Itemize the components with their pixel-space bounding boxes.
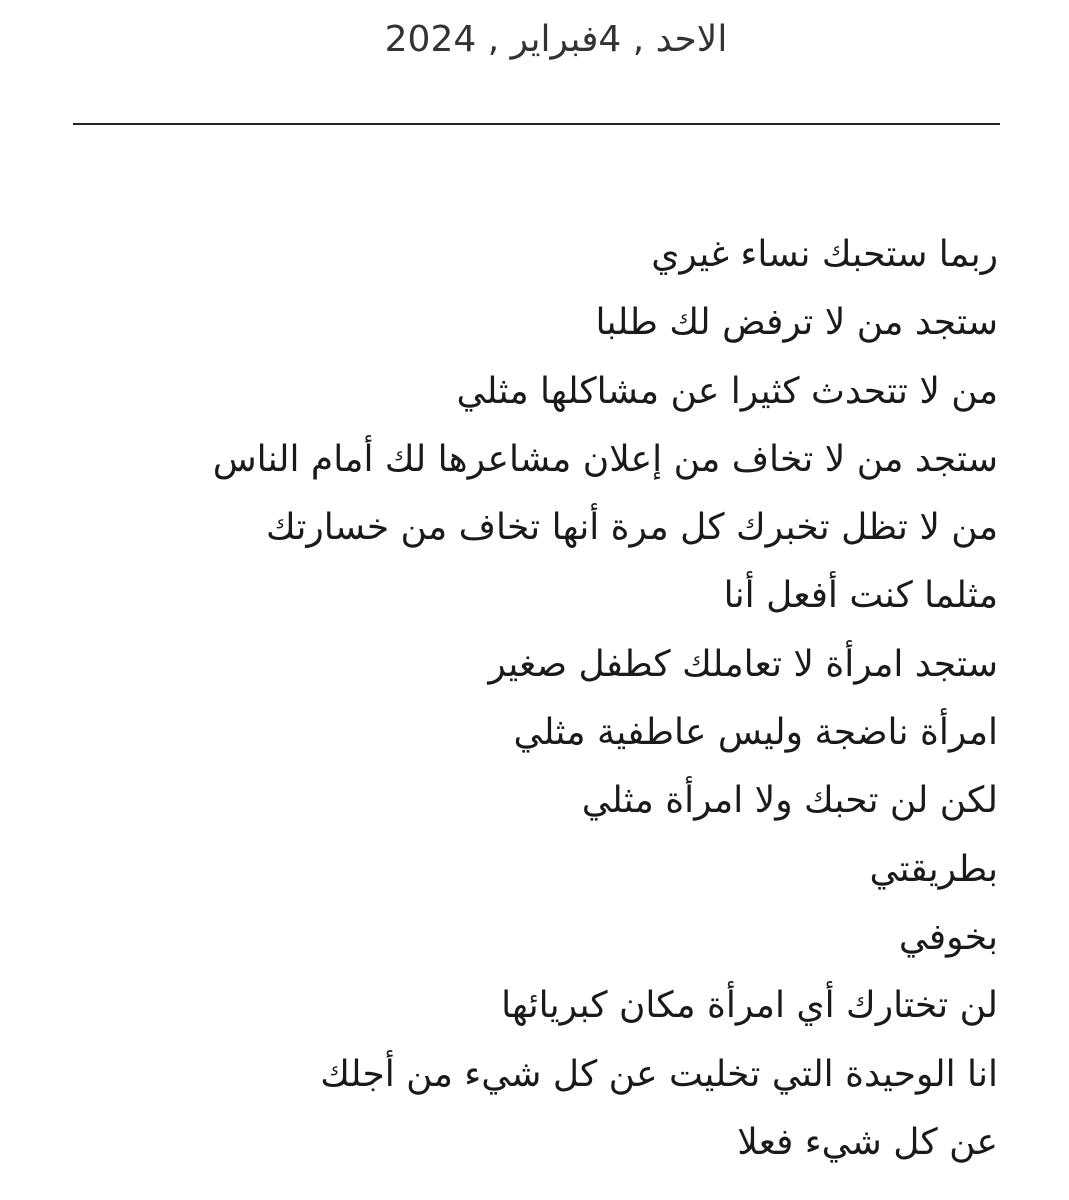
poem-line: لن تختارك أي امرأة مكان كبريائها <box>501 985 998 1027</box>
poem-line: بخوفي <box>898 916 998 958</box>
poem-line: انا الوحيدة التي تخليت عن كل شيء من أجلك <box>320 1053 998 1095</box>
poem-text <box>68 221 998 1177</box>
poem-line: ستجد امرأة لا تعاملك كطفل صغير <box>488 643 998 685</box>
poem-line: من لا تتحدث كثيرا عن مشاكلها مثلي <box>456 370 998 412</box>
poem-line: ستجد من لا ترفض لك طلبا <box>595 302 998 344</box>
poem-line: لكن لن تحبك ولا امرأة مثلي <box>581 780 998 822</box>
poem-line: من لا تظل تخبرك كل مرة أنها تخاف من خسارتك <box>266 507 998 549</box>
poem-line: مثلما كنت أفعل أنا <box>723 575 998 617</box>
date-header: الاحد , 4فبراير , 2024 <box>384 19 728 60</box>
poem-line: ربما ستحبك نساء غيري <box>651 234 998 275</box>
poem-line: عن كل شيء فعلا <box>737 1121 998 1163</box>
poem-line: ستجد من لا تخاف من إعلان مشاعرها لك أمام الناس <box>212 438 998 480</box>
poem-line: امرأة ناضجة وليس عاطفية مثلي <box>513 712 998 754</box>
separator-line <box>73 123 1000 125</box>
poem-line: بطريقتي <box>869 848 998 890</box>
